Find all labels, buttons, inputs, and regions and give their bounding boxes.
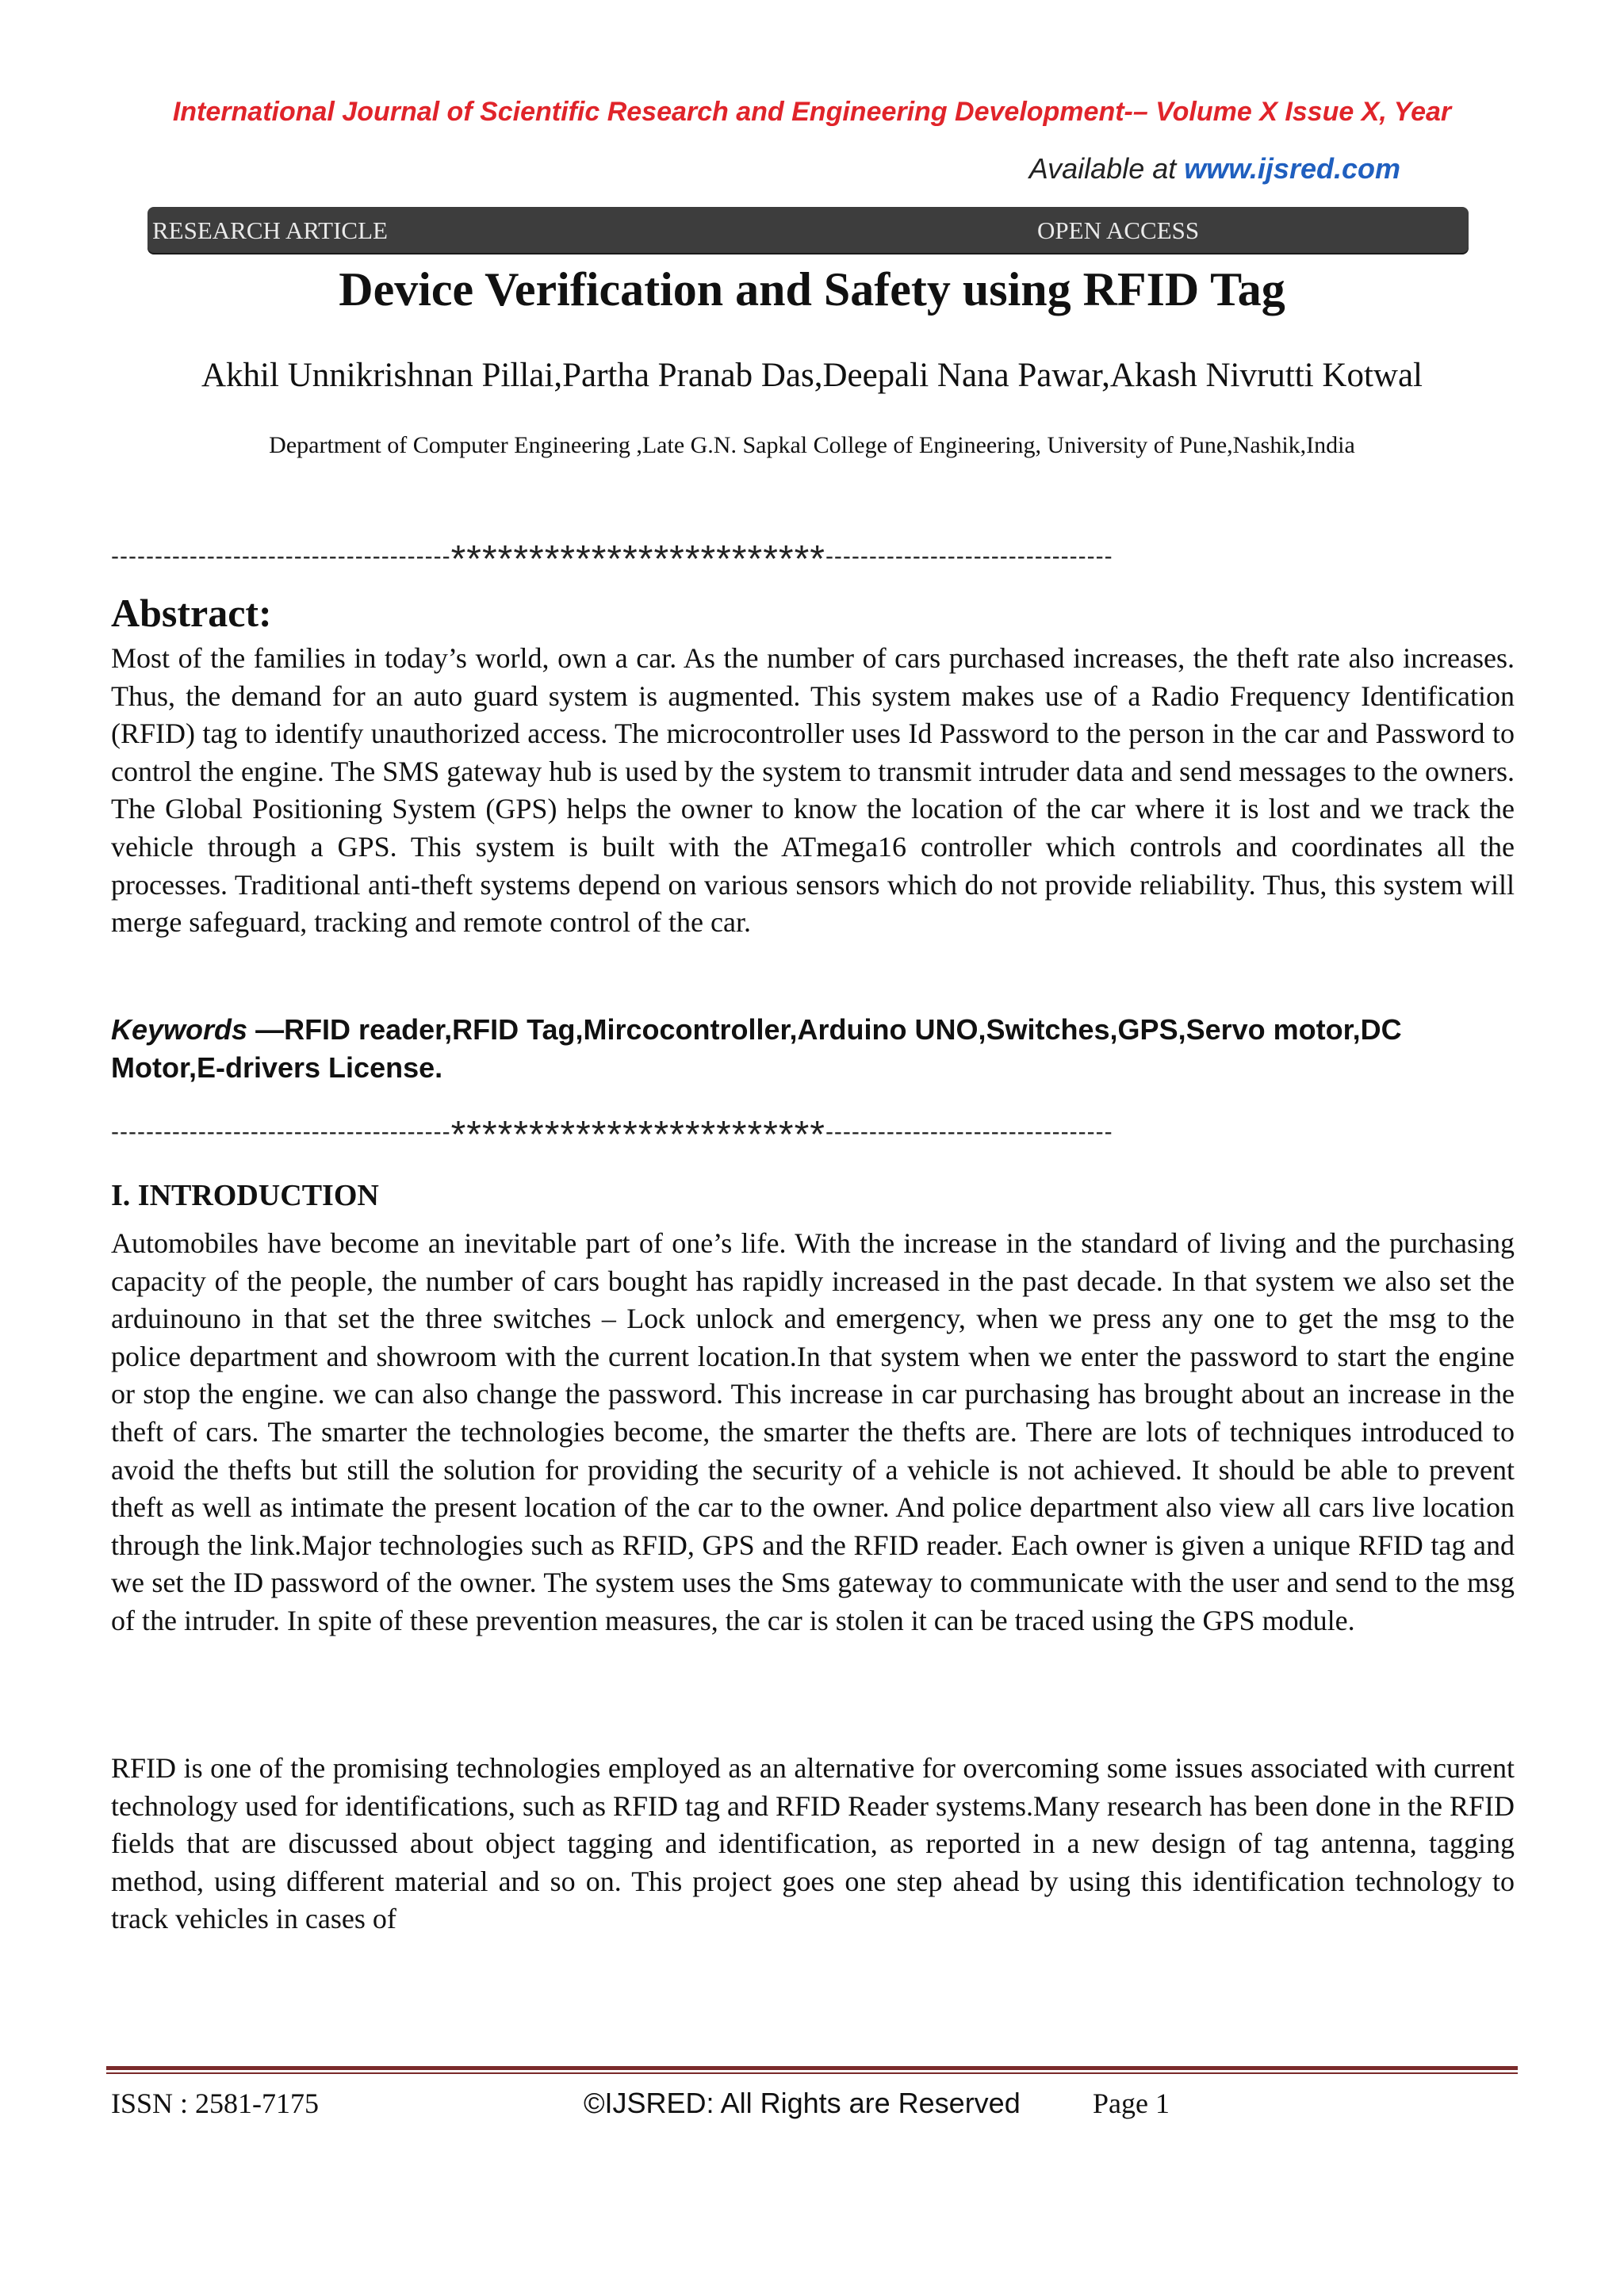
author-affiliation: Department of Computer Engineering ,Late G.N. Sapkal College of Engineering, University of Pune,Nashik,India [269, 432, 1355, 458]
article-type-banner [147, 207, 1469, 253]
abstract-heading: Abstract: [111, 591, 272, 635]
introduction-paragraph-2: RFID is one of the promising technologies employed as an alternative for overcoming some issues associated with current technology used for identifications, such as RFID tag and RFID Reader systems.Many research has been done in the RFID fields that are discussed about object tagging and identification, as reported in a new design of tag antenna, tagging method, using different material and so on. This project goes one step ahead by using this identification technology to track vehicles in cases of [111, 1752, 1515, 1935]
paper-title: Device Verification and Safety using RFID Tag [339, 263, 1285, 316]
availability-line [1029, 152, 1400, 186]
footer-issn: ISSN : 2581-7175 [111, 2087, 320, 2119]
journal-website-link[interactable]: www.ijsred.com [1184, 152, 1400, 185]
keywords-text: —RFID reader,RFID Tag,Mircocontroller,Arduino UNO,Switches,GPS,Servo motor,DC Motor,E-drivers License. [111, 1013, 1402, 1084]
abstract-text: Most of the families in today’s world, own a car. As the number of cars purchased increases, the theft rate also increases. Thus, the demand for an auto guard system is augmented. This system makes use of a Radio Frequency Identification (RFID) tag to identify unauthorized access. The microcontroller uses Id Password to the person in the car and Password to control the engine. The SMS gateway hub is used by the system to transmit intruder data and send messages to the owners. The Global Positioning System (GPS) helps the owner to know the location of the car where it is lost and we track the vehicle through a GPS. This system is built with the ATmega16 controller which controls and coordinates all the processes. Traditional anti-theft systems depend on various sensors which do not provide reliability. Thus, this system will merge safeguard, tracking and remote control of the car. [111, 642, 1515, 939]
footer-copyright: ©IJSRED: All Rights are Reserved [584, 2087, 1021, 2119]
page-number: Page 1 [1093, 2087, 1170, 2119]
open-access-label: OPEN ACCESS [1037, 216, 1200, 244]
research-article-label: RESEARCH ARTICLE [152, 216, 388, 244]
journal-header: International Journal of Scientific Research and Engineering Development-– Volume X Issue X, Year [172, 97, 1452, 127]
author-list: Akhil Unnikrishnan Pillai,Partha Pranab Das,Deepali Nana Pawar,Akash Nivrutti Kotwal [201, 357, 1423, 394]
footer-rule [106, 2066, 1518, 2074]
keywords-line [111, 1011, 1515, 1087]
introduction-paragraph-1: Automobiles have become an inevitable part of one’s life. With the increase in the standard of living and the purchasing capacity of the people, the number of cars bought has rapidly increased in the past decade. In that system we also set the arduinouno in that set the three switches – Lock unlock and emergency, when we press any one to get the msg to the police department and showroom with the current location.In that system when we enter the password to start the engine or stop the engine. we can also change the password. This increase in car purchasing has brought about an increase in the theft of cars. The smarter the technologies become, the smarter the thefts are. There are lots of techniques introduced to avoid the thefts but still the solution for providing the security of a vehicle is not achieved. It should be able to prevent theft as well as intimate the present location of the car to the owner. And police department also view all cars live location through the link.Major technologies such as RFID, GPS and the RFID reader. Each owner is given a unique RFID tag and we set the ID password of the owner. The system uses the Sms gateway to communicate with the user and send to the msg of the intruder. In spite of these prevention measures, the car is stolen it can be traced using the GPS module. [111, 1227, 1515, 1636]
section-divider-bottom: ---------------------------------------************************--------------------------------- [111, 1114, 1113, 1149]
introduction-heading: I. INTRODUCTION [111, 1179, 379, 1212]
available-prefix: Available at [1028, 152, 1185, 185]
section-divider-top: ---------------------------------------************************--------------------------------- [111, 538, 1113, 573]
keywords-label: Keywords [111, 1013, 248, 1046]
